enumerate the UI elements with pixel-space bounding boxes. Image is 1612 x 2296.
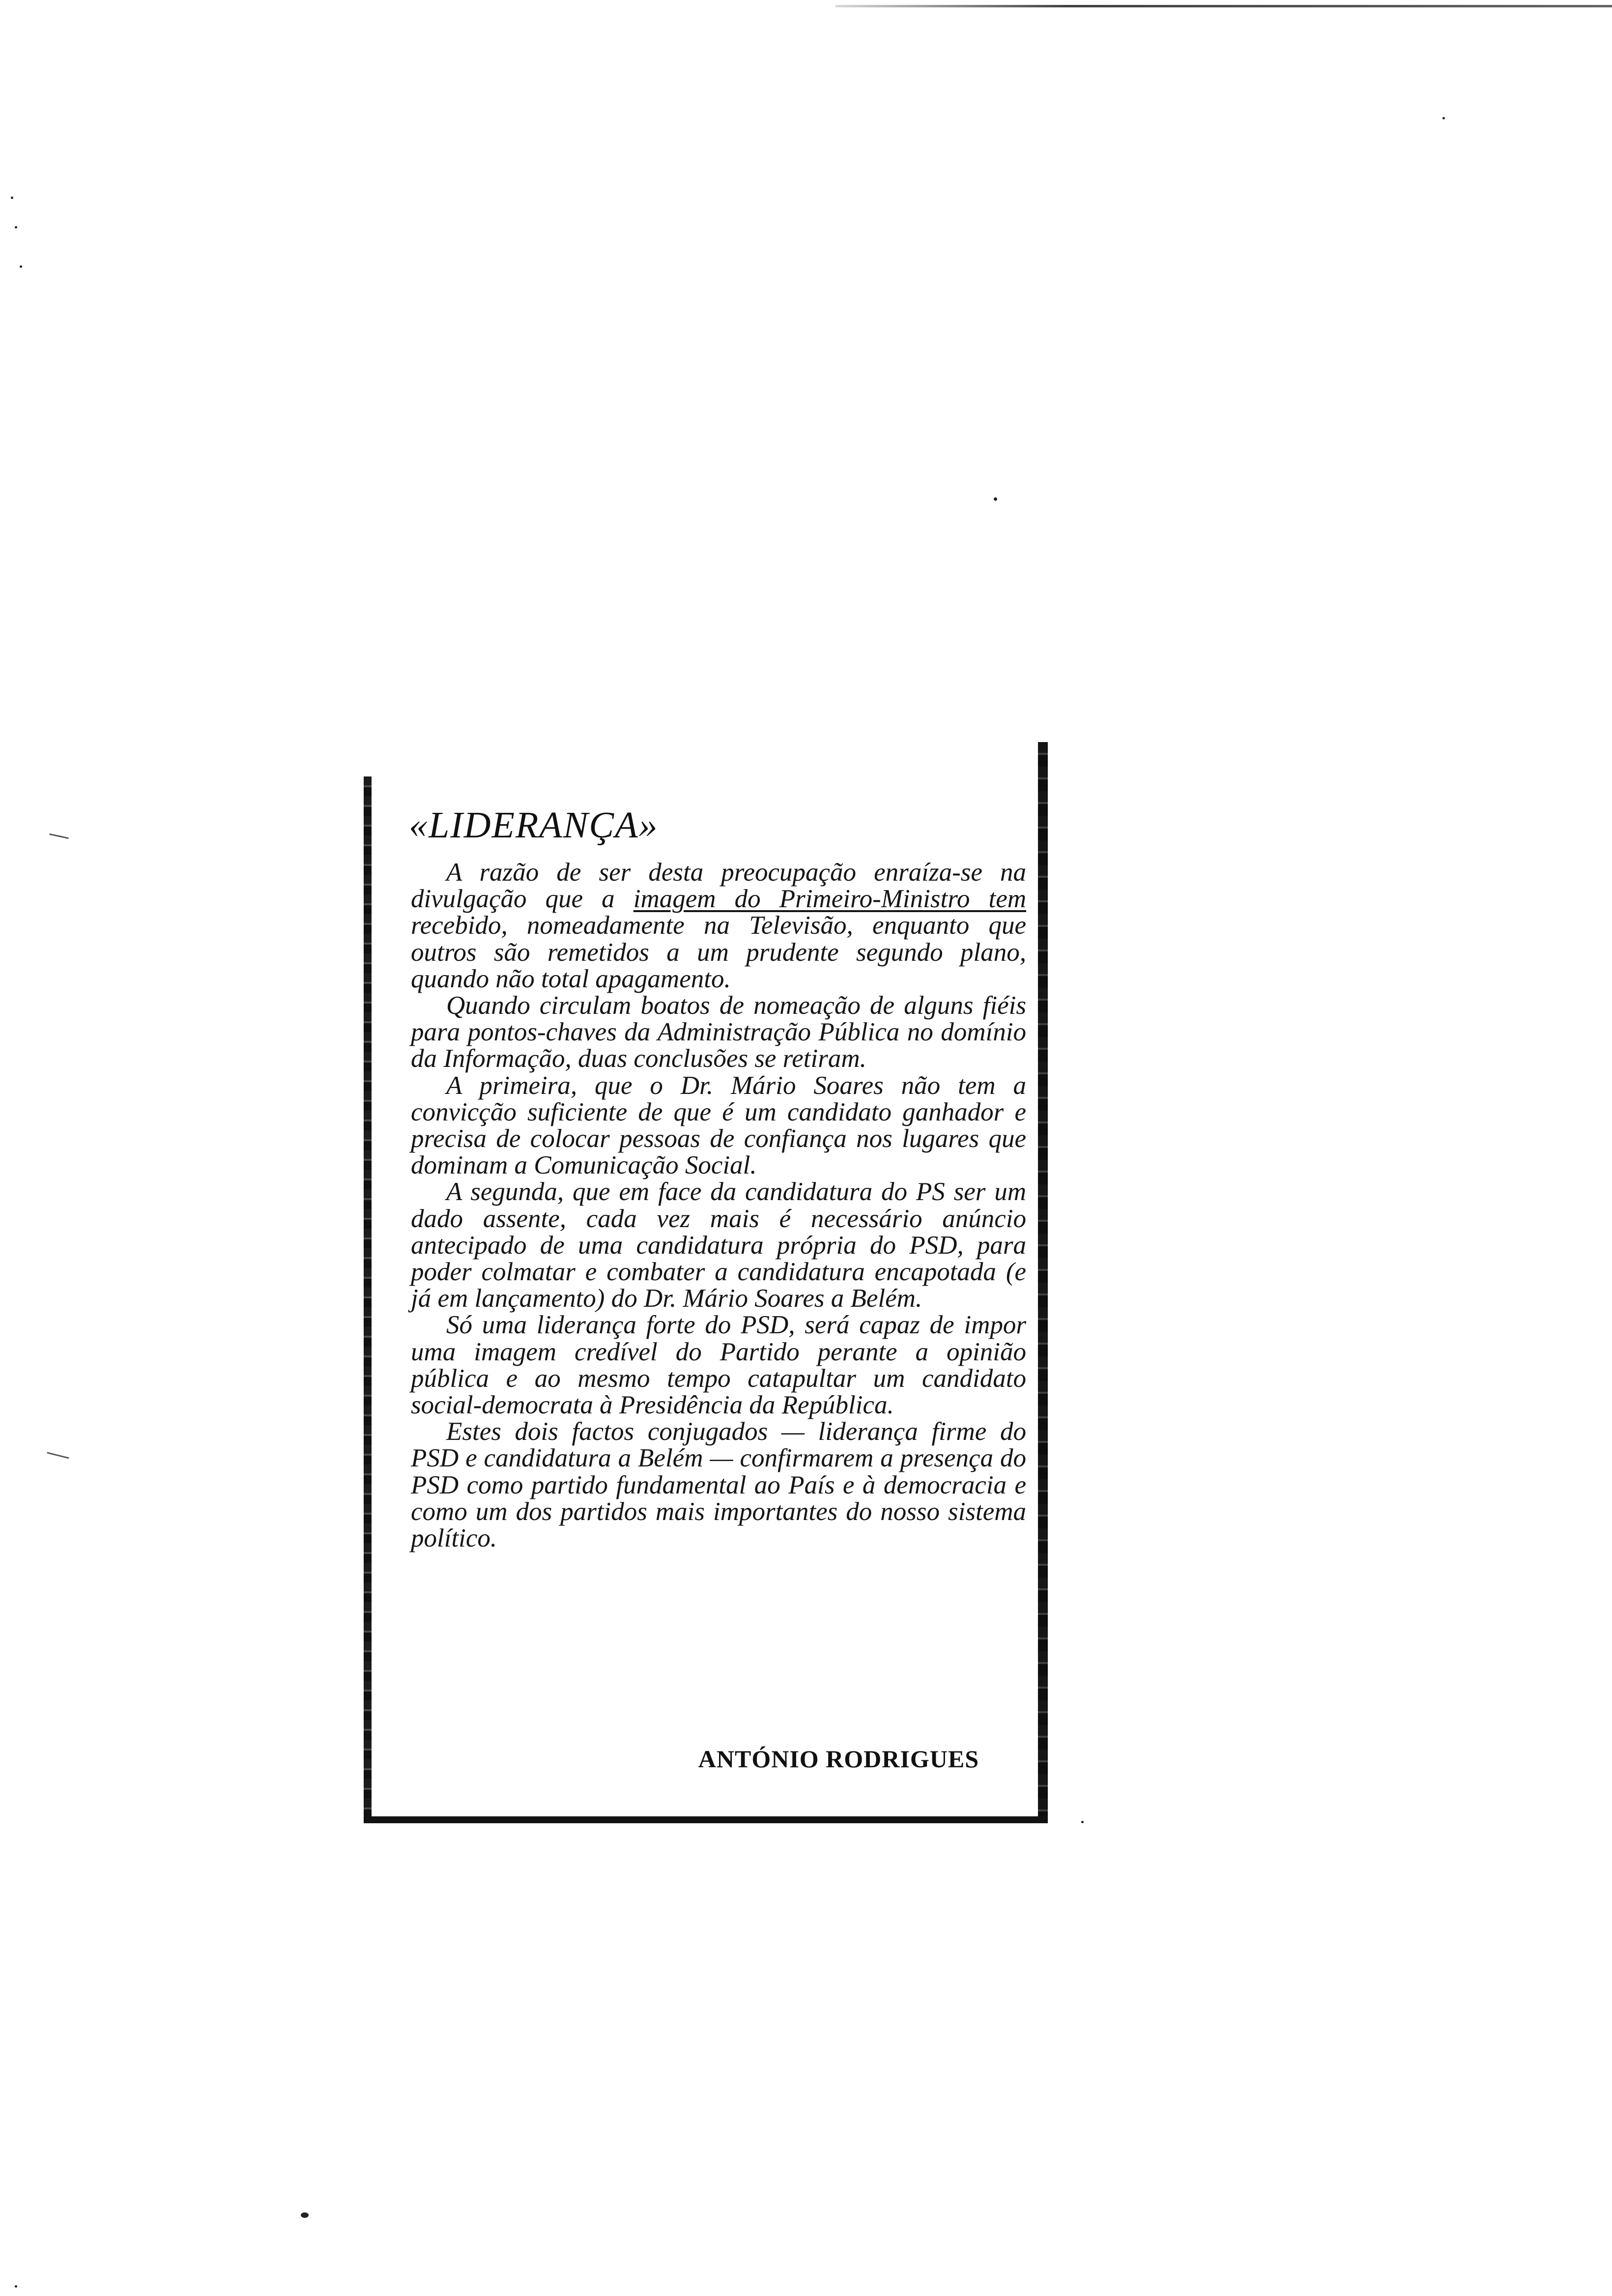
article-paragraph bbox=[411, 859, 1026, 992]
scan-speck bbox=[994, 497, 997, 501]
scan-speck bbox=[1081, 1821, 1084, 1823]
clipping-left-border bbox=[364, 776, 372, 1823]
scan-mark bbox=[47, 1452, 69, 1459]
scan-mark bbox=[49, 833, 69, 839]
scan-edge-line bbox=[835, 5, 1612, 7]
article-paragraph: A segunda, que em face da candidatura do PS ser um dado assente, cada vez mais é necessário anúncio antecipado de uma candidatura própria do PSD, para poder colmatar e combater a candidatura encapotada (e já em lançamento) do Dr. Mário Soares a Belém. bbox=[411, 1177, 1026, 1313]
clipping-bottom-border bbox=[364, 1816, 1048, 1823]
scan-speck bbox=[11, 197, 13, 199]
article-paragraph: Estes dois factos conjugados — liderança firme do PSD e candidatura a Belém — confirmarem a presença do PSD como partido fundamental ao País e à democracia e como um dos partidos mais importantes do nosso sistema político. bbox=[411, 1417, 1026, 1553]
scan-speck bbox=[301, 2212, 309, 2218]
author-signature: ANTÓNIO RODRIGUES bbox=[698, 1745, 979, 1773]
scan-speck bbox=[15, 2285, 17, 2288]
article-body bbox=[411, 859, 1026, 1551]
underlined-phrase: imagem do Primeiro-Ministro tem bbox=[633, 885, 1026, 914]
article-paragraph: Quando circulam boatos de nomeação de alguns fiéis para pontos-chaves da Administração Pública no domínio da Informação, duas conclusões se retiram. bbox=[411, 991, 1026, 1073]
paragraph-text: recebido, nomeadamente na Televisão, enquanto que outros são remetidos a um prudente segundo plano, quando não total apagamento. bbox=[411, 911, 1026, 993]
article-paragraph: A primeira, que o Dr. Mário Soares não tem a convicção suficiente de que é um candidato ganhador e precisa de colocar pessoas de confiança nos lugares que dominam a Comunicação Social. bbox=[411, 1071, 1026, 1180]
article-paragraph: Só uma liderança forte do PSD, será capaz de impor uma imagem credível do Partido perante a opinião pública e ao mesmo tempo catapultar um candidato social-democrata à Presidência da República. bbox=[411, 1311, 1026, 1420]
scan-speck bbox=[20, 265, 22, 268]
newspaper-clipping bbox=[364, 742, 1048, 1823]
scan-speck bbox=[1442, 117, 1445, 119]
clipping-right-border bbox=[1038, 742, 1048, 1823]
article-headline: «LIDERANÇA» bbox=[409, 804, 659, 846]
paragraph-text: A razão de ser desta preocupação enraíza-se na divulgação que a bbox=[411, 858, 1026, 914]
scan-speck bbox=[15, 226, 17, 229]
